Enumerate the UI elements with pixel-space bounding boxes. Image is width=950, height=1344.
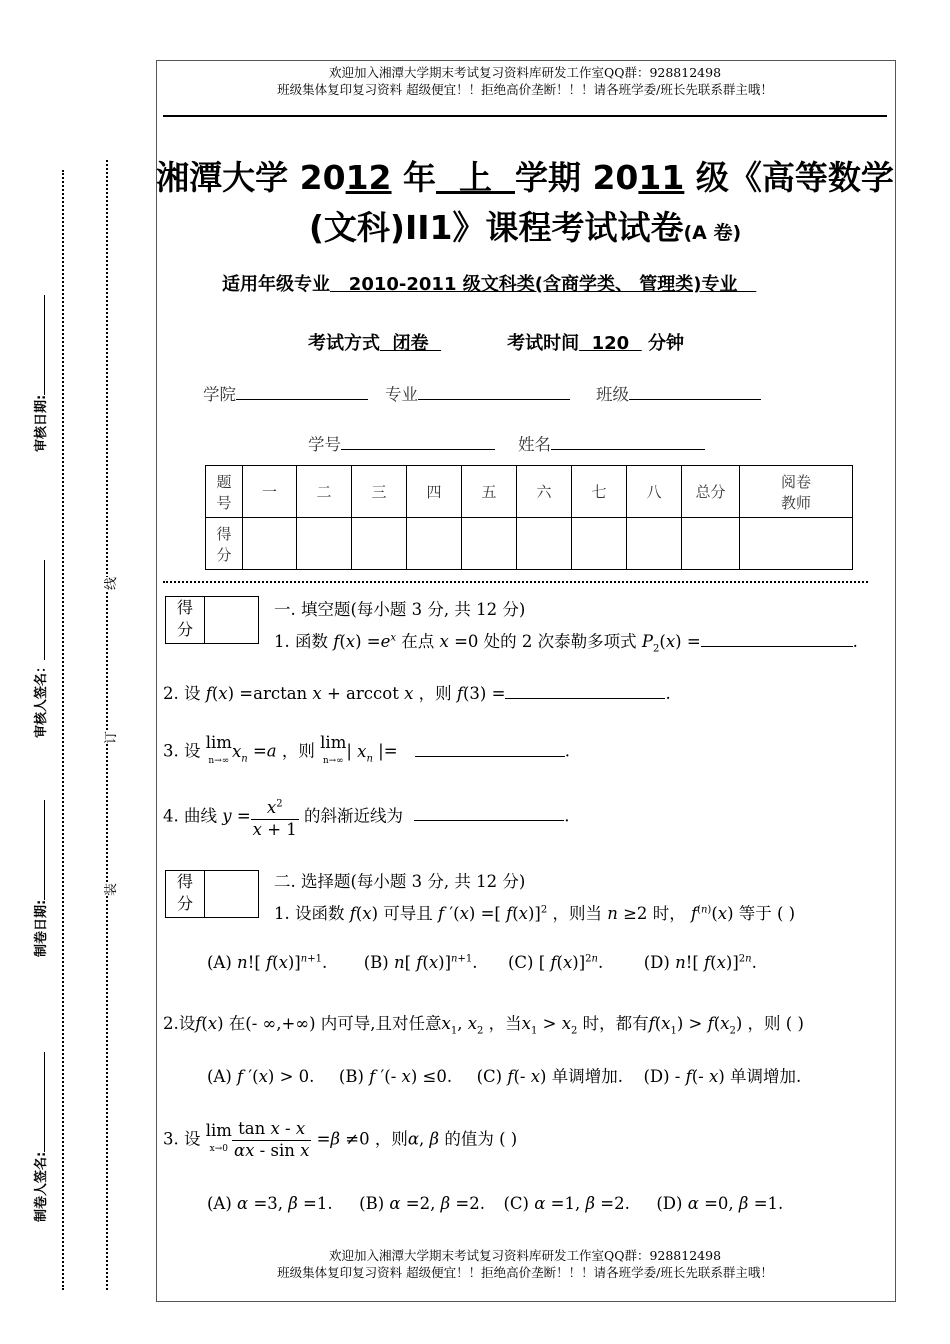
header-rule (163, 115, 887, 117)
student-id-field[interactable]: 学号 (308, 431, 495, 455)
col-7: 七 (572, 466, 627, 518)
name-field[interactable]: 姓名 (518, 431, 705, 455)
section2-heading: 二. 选择题(每小题 3 分, 共 12 分) (274, 872, 526, 891)
binding-dotted-line-outer (62, 170, 64, 1290)
major-line: 适用年级专业 2010-2011 级文科类(含商学类、 管理类)专业 (222, 274, 757, 295)
col-8: 八 (627, 466, 682, 518)
option-a[interactable]: (A) n![ f(x)]$^{n+1}$. (207, 953, 328, 972)
table-row (206, 466, 853, 518)
binding-mark-order: 订 (100, 731, 119, 744)
cut-line (163, 581, 868, 583)
s1-question-3: 3. 设 lim $n\to\infty x_n =a$ ，则 lim n→∞| $x_n$ |= . (163, 733, 571, 766)
score-cell[interactable] (517, 518, 572, 570)
row-header-score: 得 分 (206, 518, 243, 570)
banner-line-1: 欢迎加入湘潭大学期末考试复习资料库研发工作室QQ群：928812498 (328, 65, 722, 80)
binding-dotted-line-inner (106, 160, 108, 1290)
option-c[interactable]: (C) [ f(x)]$^{2n}$. (507, 953, 604, 972)
option-a[interactable]: (A) α =3, β =1. (207, 1194, 333, 1213)
review-date-label: 审核日期: (30, 295, 49, 452)
option-b[interactable]: (B) n[ f(x)]$^{n+1}$. (363, 953, 478, 972)
score-table (205, 465, 853, 570)
binding-mark-bind: 装 (100, 883, 119, 896)
reviewer-sign-label: 审核人签名： (30, 560, 49, 738)
option-b[interactable]: (B) α =2, β =2. (359, 1194, 485, 1213)
s2-question-3: 3. 设 lim x→0tan x - x αx - sin x =β ≠0 ，则α, β 的值为 ( ) (163, 1119, 518, 1160)
option-d[interactable]: (D) α =0, β =1. (656, 1194, 784, 1213)
score-cell[interactable] (243, 518, 297, 570)
s2-q3-options (207, 1194, 783, 1213)
section2-score-box[interactable]: 得 分 (165, 870, 259, 918)
make-date-label: 制卷日期: (30, 800, 49, 957)
s2-question-2: 2.设f(x) 在(- ∞,+∞) 内可导,且对任意$x_1$, $x_2$ ，当$x_1 > x_2$ 时，都有$f(x_1) > f(x_2)$ ，则 ( ) (163, 1014, 804, 1037)
score-cell[interactable] (407, 518, 462, 570)
score-cell[interactable] (297, 518, 352, 570)
s1-question-1: 1. 函数 $f(x) =e^x$ 在点 x =0 处的 2 次泰勒多项式 $P_2(x)$ = . (274, 632, 858, 655)
binding-mark-line: 线 (100, 577, 119, 590)
option-d[interactable]: (D) n![ f(x)]$^{2n}$. (643, 953, 757, 972)
exam-title-line-1: 湘潭大学 2012 年 上 学期 2011 级《高等数学 (156, 158, 894, 197)
col-total: 总分 (682, 466, 740, 518)
s2-question-1: 1. 设函数 f(x) 可导且 f ′(x) =[ f(x)]$^2$ ，则当 n ≥2 时， $f^{(n)}(x)$ 等于 ( ) (274, 904, 796, 923)
score-cell[interactable] (627, 518, 682, 570)
maker-sign-label: 制卷人签名: (30, 1052, 49, 1222)
option-c[interactable]: (C) f(- x) 单调增加. (476, 1067, 623, 1086)
score-cell[interactable] (352, 518, 407, 570)
s1-question-2: 2. 设 f(x) =arctan x + arccot x ，则 f(3) = . (163, 684, 671, 703)
col-grader: 阅卷 教师 (740, 466, 853, 518)
score-cell[interactable] (462, 518, 517, 570)
option-c[interactable]: (C) α =1, β =2. (503, 1194, 630, 1213)
option-a[interactable]: (A) f ′(x) > 0. (207, 1067, 315, 1086)
mode-time-line: 考试方式 闭卷 考试时间 120 分钟 (308, 333, 684, 354)
score-cell[interactable] (572, 518, 627, 570)
footer-banner-line-2: 班级集体复印复习资料 超级便宜！！拒绝高价垄断！！！请各班学委/班长先联系群主哦！ (277, 1265, 773, 1280)
score-cell[interactable] (682, 518, 740, 570)
class-field[interactable]: 班级 (596, 381, 761, 405)
section1-heading: 一. 填空题(每小题 3 分, 共 12 分) (274, 600, 526, 619)
major-field[interactable]: 专业 (385, 381, 570, 405)
row-header-question: 题 号 (206, 466, 243, 518)
col-1: 一 (243, 466, 297, 518)
footer-banner-line-1: 欢迎加入湘潭大学期末考试复习资料库研发工作室QQ群：928812498 (328, 1248, 722, 1263)
banner-line-2: 班级集体复印复习资料 超级便宜！！拒绝高价垄断！！！请各班学委/班长先联系群主哦！ (277, 82, 773, 97)
section1-score-box[interactable]: 得 分 (165, 596, 259, 644)
col-2: 二 (297, 466, 352, 518)
col-4: 四 (407, 466, 462, 518)
option-d[interactable]: (D) - f(- x) 单调增加. (643, 1067, 802, 1086)
score-cell[interactable] (740, 518, 853, 570)
college-field[interactable]: 学院 (203, 381, 368, 405)
table-row (206, 518, 853, 570)
s2-q1-options (207, 953, 757, 972)
s1-question-4: 4. 曲线 $y =\frac{x^2}{x + 1}$ 的斜渐近线为 . (163, 797, 570, 839)
col-3: 三 (352, 466, 407, 518)
col-5: 五 (462, 466, 517, 518)
col-6: 六 (517, 466, 572, 518)
option-b[interactable]: (B) f ′(- x) ≤0. (338, 1067, 453, 1086)
exam-title-line-2: (文科)II1》课程考试试卷(A 卷) (308, 208, 742, 247)
s2-q2-options (207, 1063, 801, 1087)
